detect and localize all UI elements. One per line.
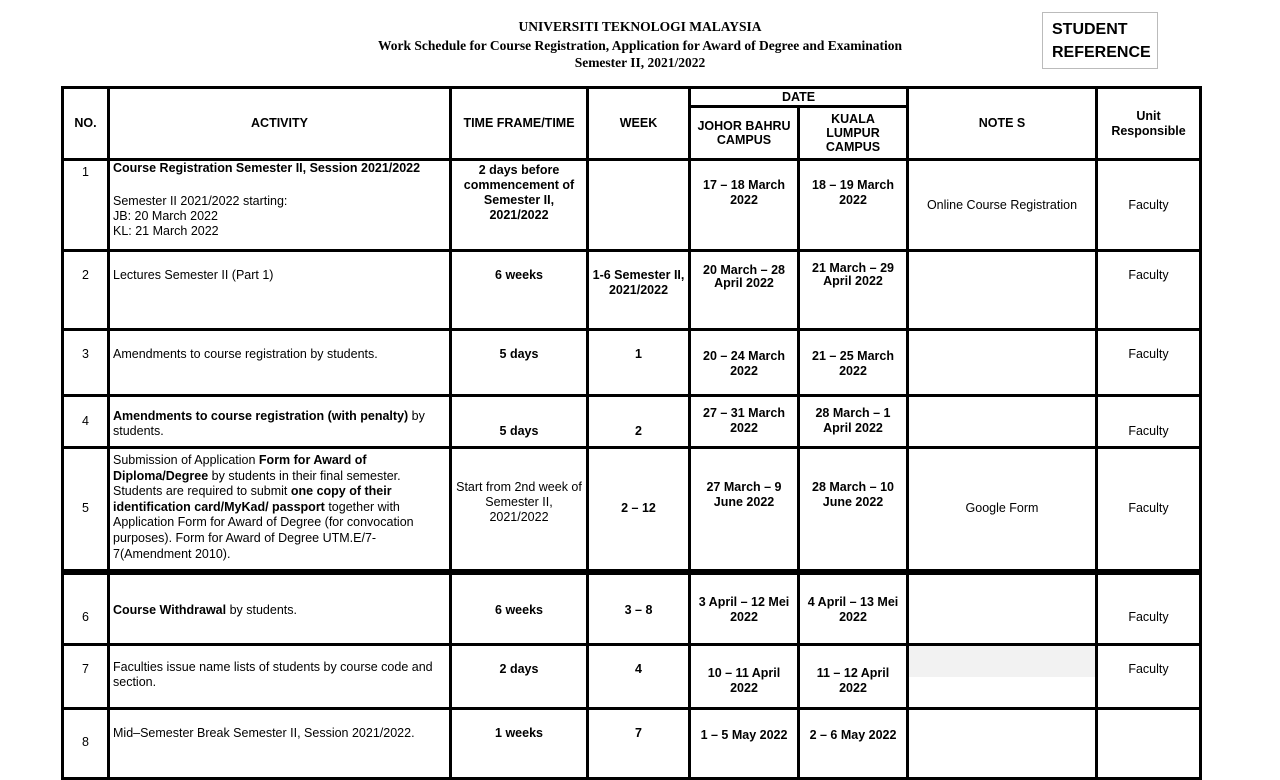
week-cell: 1-6 Semester II, 2021/2022 bbox=[588, 251, 690, 330]
activity-cell bbox=[109, 572, 451, 645]
kl-date-cell: 4 April – 13 Mei 2022 bbox=[799, 572, 908, 645]
table-row bbox=[63, 709, 1201, 779]
shaded-area bbox=[909, 646, 1095, 677]
time-frame-cell: 6 weeks bbox=[451, 572, 588, 645]
activity-cell bbox=[109, 396, 451, 448]
week-cell: 3 – 8 bbox=[588, 572, 690, 645]
activity-bold-text: one copy of their identification card/MyKad/ passport bbox=[113, 484, 392, 514]
header-activity: ACTIVITY bbox=[109, 88, 451, 160]
unit-cell bbox=[1097, 709, 1201, 779]
note-cell: Online Course Registration bbox=[908, 160, 1097, 251]
activity-cell: Faculties issue name lists of students by course code and section. bbox=[109, 645, 451, 709]
jb-date-cell: 20 – 24 March 2022 bbox=[690, 330, 799, 396]
jb-date-cell: 3 April – 12 Mei 2022 bbox=[690, 572, 799, 645]
week-cell: 2 bbox=[588, 396, 690, 448]
unit-cell: Faculty bbox=[1097, 160, 1201, 251]
note-cell bbox=[908, 572, 1097, 645]
activity-bold-text: Amendments to course registration (with penalty) bbox=[113, 409, 409, 423]
header-unit: Unit Responsible bbox=[1097, 88, 1201, 160]
row-number: 8 bbox=[63, 709, 109, 779]
kl-date-cell: 28 March – 1 April 2022 bbox=[799, 396, 908, 448]
kl-date-cell: 21 – 25 March 2022 bbox=[799, 330, 908, 396]
row-number: 3 bbox=[63, 330, 109, 396]
header-jb-campus: JOHOR BAHRU CAMPUS bbox=[690, 107, 799, 160]
activity-line: KL: 21 March 2022 bbox=[113, 224, 219, 238]
jb-date-cell: 20 March – 28 April 2022 bbox=[690, 251, 799, 330]
activity-line: JB: 20 March 2022 bbox=[113, 209, 218, 223]
note-cell bbox=[908, 330, 1097, 396]
jb-date-cell: 27 – 31 March 2022 bbox=[690, 396, 799, 448]
header-kl-campus: KUALA LUMPUR CAMPUS bbox=[799, 107, 908, 160]
kl-date-cell: 18 – 19 March 2022 bbox=[799, 160, 908, 251]
activity-text: by students in their final semester. Students are required to submit bbox=[113, 468, 401, 499]
time-frame-cell: 2 days before commencement of Semester II, 2021/2022 bbox=[451, 160, 588, 251]
doc-subtitle: Work Schedule for Course Registration, Application for Award of Degree and Examination bbox=[377, 38, 902, 53]
header-date: DATE bbox=[690, 88, 908, 107]
header-week: WEEK bbox=[588, 88, 690, 160]
jb-date-cell: 10 – 11 April 2022 bbox=[690, 645, 799, 709]
activity-cell bbox=[109, 448, 451, 572]
unit-cell: Faculty bbox=[1097, 448, 1201, 572]
table-row bbox=[63, 251, 1201, 330]
unit-cell: Faculty bbox=[1097, 396, 1201, 448]
jb-date-cell: 27 March – 9 June 2022 bbox=[690, 448, 799, 572]
doc-title: UNIVERSITI TEKNOLOGI MALAYSIA bbox=[518, 19, 762, 34]
week-cell: 7 bbox=[588, 709, 690, 779]
week-cell bbox=[588, 160, 690, 251]
row-number: 6 bbox=[63, 572, 109, 645]
header-time-frame: TIME FRAME/TIME bbox=[451, 88, 588, 160]
row-number: 5 bbox=[63, 448, 109, 572]
header-no: NO. bbox=[63, 88, 109, 160]
row-number: 4 bbox=[63, 396, 109, 448]
row-number: 1 bbox=[63, 160, 109, 251]
student-reference-stamp bbox=[1042, 12, 1158, 69]
table-row bbox=[63, 645, 1201, 709]
time-frame-cell: 1 weeks bbox=[451, 709, 588, 779]
activity-text: Submission of Application bbox=[113, 453, 259, 467]
note-cell bbox=[908, 251, 1097, 330]
header-notes: NOTE S bbox=[908, 88, 1097, 160]
activity-text: by students. bbox=[113, 409, 425, 438]
row-number: 7 bbox=[63, 645, 109, 709]
activity-cell: Mid–Semester Break Semester II, Session 2021/2022. bbox=[109, 709, 451, 779]
activity-bold-text: Form for Award of Diploma/Degree bbox=[113, 453, 367, 483]
kl-date-cell: 2 – 6 May 2022 bbox=[799, 709, 908, 779]
activity-bold-text: Course Withdrawal bbox=[113, 602, 227, 617]
table-row bbox=[63, 572, 1201, 645]
row-number: 2 bbox=[63, 251, 109, 330]
kl-date-cell: 11 – 12 April 2022 bbox=[799, 645, 908, 709]
activity-title: Course Registration Semester II, Session 2021/2022 bbox=[113, 161, 421, 175]
stamp-line-2: REFERENCE bbox=[1052, 44, 1151, 61]
table-row bbox=[63, 330, 1201, 396]
activity-text: by students. bbox=[226, 602, 297, 617]
schedule-table bbox=[61, 86, 1202, 780]
unit-cell: Faculty bbox=[1097, 330, 1201, 396]
activity-text: together with Application Form for Award of Degree (for convocation purposes). Form for Award of Degree UTM.E/7-7(Amendment 2010). bbox=[113, 499, 414, 561]
time-frame-cell: 5 days bbox=[451, 330, 588, 396]
time-frame-cell: 6 weeks bbox=[451, 251, 588, 330]
table-header-row bbox=[63, 88, 1201, 107]
week-cell: 1 bbox=[588, 330, 690, 396]
jb-date-cell: 1 – 5 May 2022 bbox=[690, 709, 799, 779]
table-row bbox=[63, 396, 1201, 448]
unit-cell: Faculty bbox=[1097, 572, 1201, 645]
unit-cell: Faculty bbox=[1097, 251, 1201, 330]
week-cell: 2 – 12 bbox=[588, 448, 690, 572]
unit-cell: Faculty bbox=[1097, 645, 1201, 709]
stamp-line-1: STUDENT bbox=[1052, 21, 1128, 38]
note-cell: Google Form bbox=[908, 448, 1097, 572]
kl-date-cell: 21 March – 29 April 2022 bbox=[799, 251, 908, 330]
activity-line: Semester II 2021/2022 starting: bbox=[113, 194, 288, 208]
time-frame-cell: 2 days bbox=[451, 645, 588, 709]
activity-cell: Amendments to course registration by students. bbox=[109, 330, 451, 396]
doc-semester: Semester II, 2021/2022 bbox=[574, 55, 706, 70]
table-row bbox=[63, 448, 1201, 572]
kl-date-cell: 28 March – 10 June 2022 bbox=[799, 448, 908, 572]
jb-date-cell: 17 – 18 March 2022 bbox=[690, 160, 799, 251]
week-cell: 4 bbox=[588, 645, 690, 709]
time-frame-cell: 5 days bbox=[451, 396, 588, 448]
note-cell bbox=[908, 645, 1097, 709]
table-row bbox=[63, 160, 1201, 251]
time-frame-cell: Start from 2nd week of Semester II, 2021/2022 bbox=[451, 448, 588, 572]
note-cell bbox=[908, 396, 1097, 448]
note-cell bbox=[908, 709, 1097, 779]
activity-cell bbox=[109, 160, 451, 251]
activity-cell: Lectures Semester II (Part 1) bbox=[109, 251, 451, 330]
